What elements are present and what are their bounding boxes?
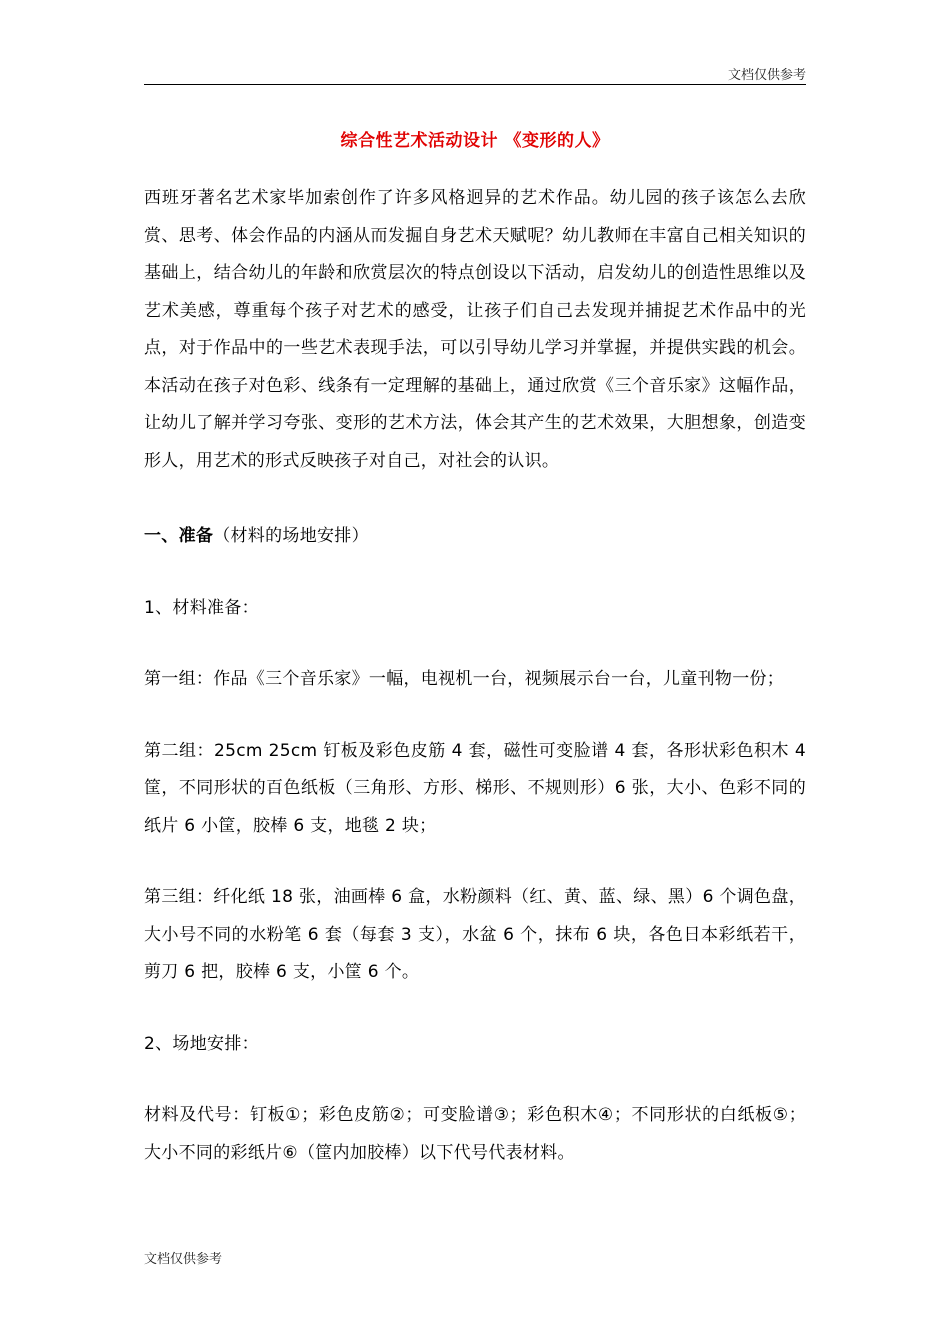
document-body bbox=[144, 180, 806, 1172]
materials-group-1: 第一组：作品《三个音乐家》一幅，电视机一台，视频展示台一台，儿童刊物一份； bbox=[144, 669, 785, 689]
footer-note: 文档仅供参考 bbox=[144, 1252, 223, 1267]
document-title: 综合性艺术活动设计 《变形的人》 bbox=[340, 131, 610, 151]
venue-heading: 2、场地安排： bbox=[144, 1033, 259, 1054]
header-divider bbox=[144, 84, 806, 85]
materials-group-3: 第三组：纤化纸 18 张，油画棒 6 盒，水粉颜料（红、黄、蓝、绿、黑）6 个调色盘，大小号不同的水粉笔 6 套（每套 3 支），水盆 6 个，抹布 6 块，各色日本彩纸若干，剪刀 6 把，胶棒 6 支，小筐 6 个。 bbox=[144, 887, 806, 982]
materials-group-2: 第二组：25cm 25cm 钉板及彩色皮筋 4 套，磁性可变脸谱 4 套，各形状彩色积木 4 筐，不同形状的百色纸板（三角形、方形、梯形、不规则形）6 张，大小、色彩不同的纸片 6 小筐，胶棒 6 支，地毯 2 块； bbox=[144, 740, 806, 836]
header-note: 文档仅供参考 bbox=[727, 68, 806, 83]
venue-codes: 材料及代号：钉板①；彩色皮筋②；可变脸谱③；彩色积木④；不同形状的白纸板⑤；大小不同的彩纸片⑥（筐内加胶棒）以下代号代表材料。 bbox=[144, 1105, 806, 1163]
section-heading-note: （材料的场地安排） bbox=[213, 526, 369, 546]
section-heading-preparation bbox=[144, 518, 806, 556]
materials-heading: 1、材料准备： bbox=[144, 597, 259, 618]
section-heading-bold: 一、准备 bbox=[144, 526, 214, 546]
intro-paragraph: 西班牙著名艺术家毕加索创作了许多风格迥异的艺术作品。幼儿园的孩子该怎么去欣赏、思考、体会作品的内涵从而发掘自身艺术天赋呢？幼儿教师在丰富自己相关知识的基础上，结合幼儿的年龄和欣赏层次的特点创设以下活动，启发幼儿的创造性思维以及艺术美感，尊重每个孩子对艺术的感受，让孩子们自己去发现并捕捉艺术作品中的光点，对于作品中的一些艺术表现手法，可以引导幼儿学习并掌握，并提供实践的机会。本活动在孩子对色彩、线条有一定理解的基础上，通过欣赏《三个音乐家》这幅作品，让幼儿了解并学习夸张、变形的艺术方法，体会其产生的艺术效果，大胆想象，创造变形人，用艺术的形式反映孩子对自己，对社会的认识。 bbox=[144, 188, 806, 471]
